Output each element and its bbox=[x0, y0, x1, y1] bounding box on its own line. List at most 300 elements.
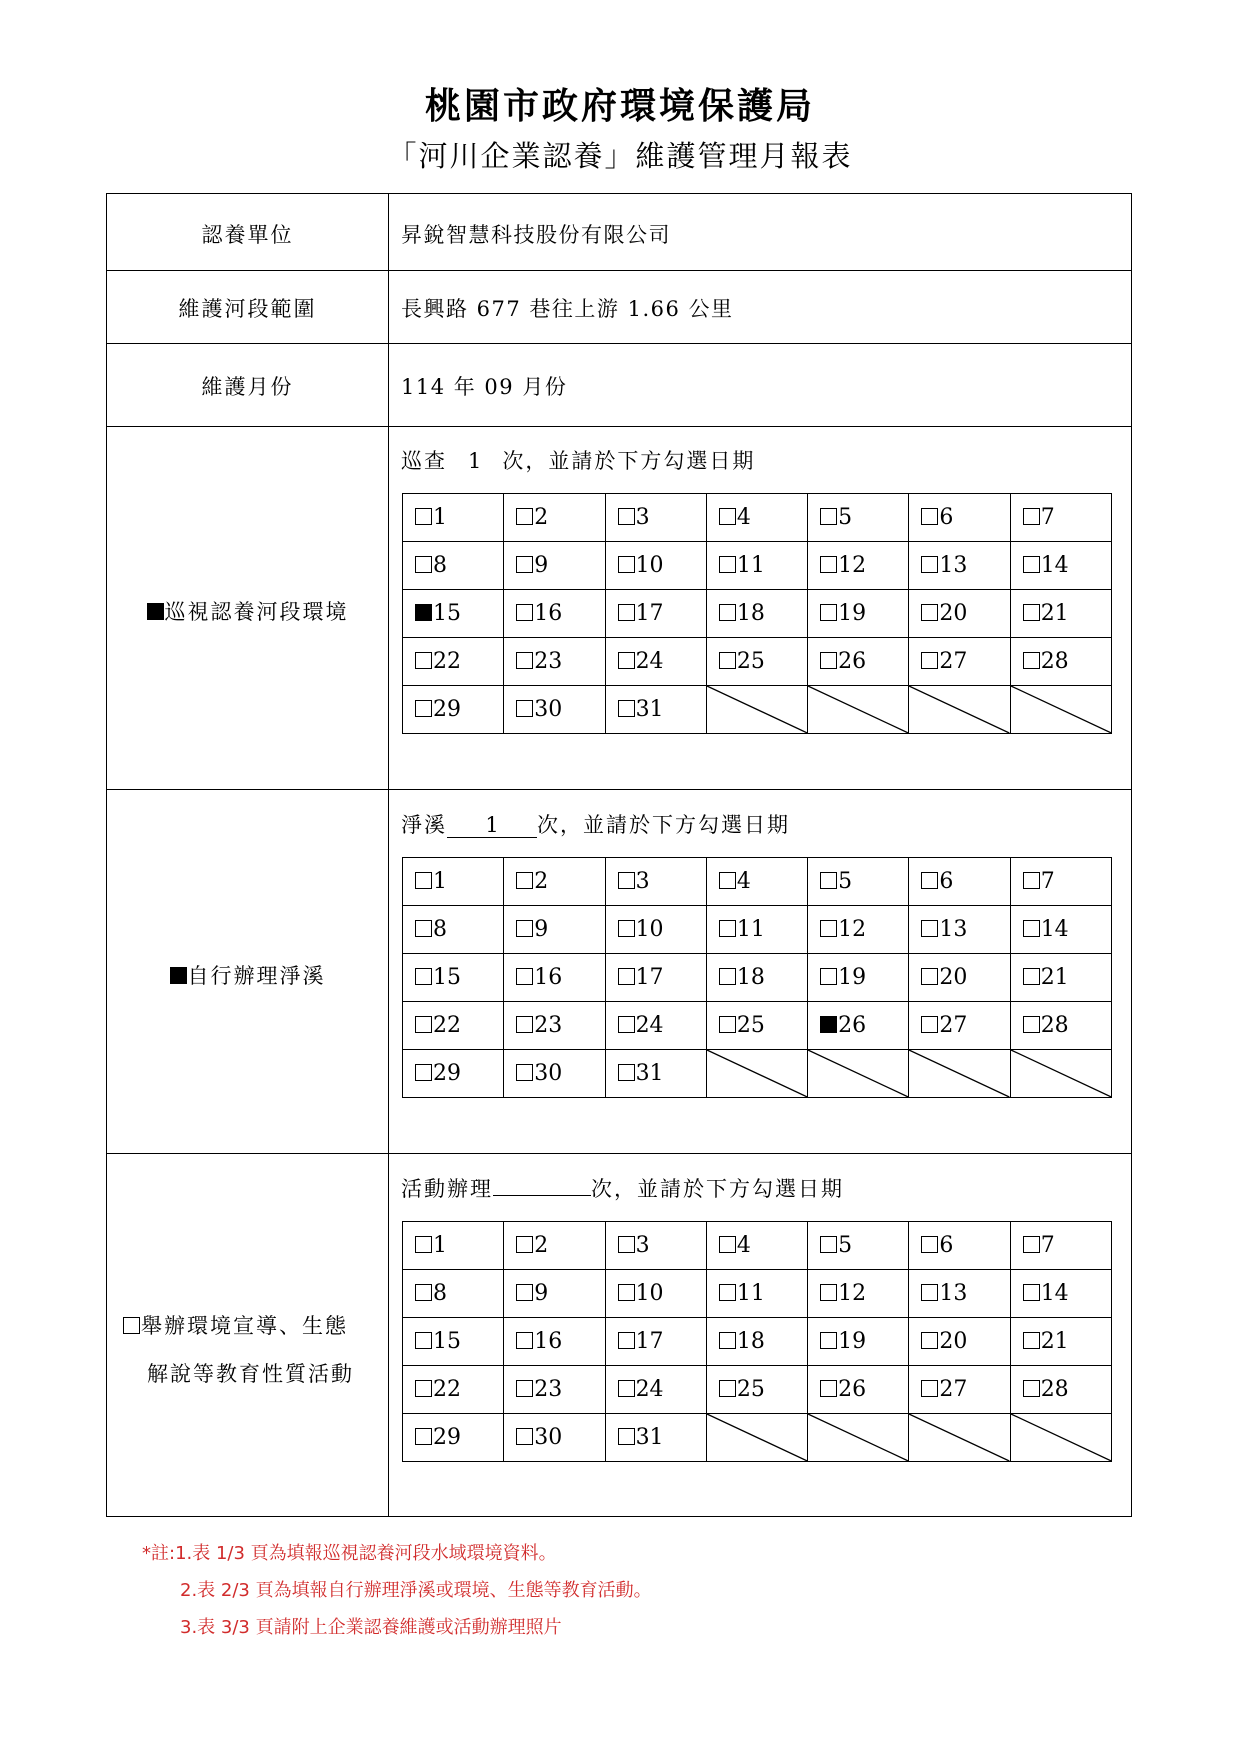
date-checkbox-26[interactable] bbox=[820, 1016, 837, 1033]
date-number: 28 bbox=[1040, 1013, 1069, 1038]
date-checkbox-28[interactable] bbox=[1023, 1016, 1040, 1033]
date-checkbox-18[interactable] bbox=[719, 968, 736, 985]
date-cell-7[interactable] bbox=[1010, 1222, 1111, 1270]
date-cell-15[interactable] bbox=[403, 954, 504, 1002]
date-number: 15 bbox=[433, 601, 461, 626]
date-number: 6 bbox=[939, 1233, 954, 1258]
date-cell-15[interactable] bbox=[403, 590, 504, 638]
date-cell-14[interactable] bbox=[1010, 906, 1111, 954]
date-checkbox-12[interactable] bbox=[820, 556, 837, 573]
date-checkbox-5[interactable] bbox=[820, 872, 837, 889]
date-checkbox-14[interactable] bbox=[1023, 1284, 1040, 1301]
date-checkbox-12[interactable] bbox=[820, 920, 837, 937]
empty-date-cell bbox=[808, 1050, 909, 1098]
date-cell-2[interactable] bbox=[504, 1222, 605, 1270]
education-checkbox[interactable] bbox=[123, 1317, 140, 1334]
date-cell-22[interactable] bbox=[403, 638, 504, 686]
diagonal-strike bbox=[808, 1414, 908, 1461]
date-cell-22[interactable] bbox=[403, 1002, 504, 1050]
date-checkbox-30[interactable] bbox=[516, 1428, 533, 1445]
date-checkbox-8[interactable] bbox=[415, 920, 432, 937]
date-cell-13[interactable] bbox=[909, 542, 1010, 590]
date-checkbox-2[interactable] bbox=[516, 1236, 533, 1253]
date-number: 18 bbox=[736, 1329, 765, 1354]
date-checkbox-24[interactable] bbox=[618, 652, 635, 669]
date-cell-5[interactable] bbox=[808, 1222, 909, 1270]
date-checkbox-6[interactable] bbox=[921, 508, 938, 525]
date-checkbox-27[interactable] bbox=[921, 652, 938, 669]
date-cell-7[interactable] bbox=[1010, 858, 1111, 906]
date-cell-9[interactable] bbox=[504, 906, 605, 954]
footnote-1: *註:1.表 1/3 頁為填報巡視認養河段水域環境資料。 bbox=[142, 1543, 557, 1564]
date-cell-30[interactable] bbox=[504, 1050, 605, 1098]
date-number: 18 bbox=[736, 601, 765, 626]
date-checkbox-21[interactable] bbox=[1023, 1332, 1040, 1349]
date-cell-25[interactable] bbox=[706, 1366, 807, 1414]
date-checkbox-26[interactable] bbox=[820, 652, 837, 669]
date-number: 26 bbox=[838, 1013, 867, 1038]
date-number: 19 bbox=[838, 965, 867, 990]
date-number: 2 bbox=[534, 505, 549, 530]
education-count-prefix: 活動辦理 bbox=[401, 1177, 493, 1201]
date-number: 4 bbox=[736, 1233, 751, 1258]
date-checkbox-4[interactable] bbox=[719, 872, 736, 889]
column-divider bbox=[388, 194, 389, 1516]
date-cell-18[interactable] bbox=[706, 1318, 807, 1366]
date-grid-row bbox=[403, 954, 1112, 1002]
date-number: 27 bbox=[939, 1377, 968, 1402]
date-checkbox-22[interactable] bbox=[415, 1016, 432, 1033]
date-checkbox-22[interactable] bbox=[415, 1380, 432, 1397]
date-checkbox-5[interactable] bbox=[820, 1236, 837, 1253]
date-number: 9 bbox=[534, 553, 549, 578]
date-checkbox-11[interactable] bbox=[719, 1284, 736, 1301]
date-cell-8[interactable] bbox=[403, 906, 504, 954]
footnote-2: 2.表 2/3 頁為填報自行辦理淨溪或環境、生態等教育活動。 bbox=[180, 1580, 652, 1601]
education-label-line2: 解說等教育性質活動 bbox=[147, 1362, 354, 1386]
date-checkbox-9[interactable] bbox=[516, 556, 533, 573]
date-cell-2[interactable] bbox=[504, 494, 605, 542]
date-cell-29[interactable] bbox=[403, 686, 504, 734]
date-cell-27[interactable] bbox=[909, 1002, 1010, 1050]
date-grid-row bbox=[403, 494, 1112, 542]
date-cell-17[interactable] bbox=[605, 590, 706, 638]
date-checkbox-26[interactable] bbox=[820, 1380, 837, 1397]
date-checkbox-4[interactable] bbox=[719, 1236, 736, 1253]
date-cell-12[interactable] bbox=[808, 542, 909, 590]
date-cell-12[interactable] bbox=[808, 1270, 909, 1318]
date-cell-9[interactable] bbox=[504, 1270, 605, 1318]
date-cell-21[interactable] bbox=[1010, 954, 1111, 1002]
date-cell-6[interactable] bbox=[909, 1222, 1010, 1270]
patrol-checkbox[interactable] bbox=[147, 603, 164, 620]
date-checkbox-31[interactable] bbox=[618, 1064, 635, 1081]
date-cell-18[interactable] bbox=[706, 954, 807, 1002]
date-checkbox-21[interactable] bbox=[1023, 604, 1040, 621]
date-checkbox-7[interactable] bbox=[1023, 872, 1040, 889]
cleanup-count-suffix: 次，並請於下方勾選日期 bbox=[537, 813, 790, 837]
date-cell-3[interactable] bbox=[605, 494, 706, 542]
date-checkbox-10[interactable] bbox=[618, 1284, 635, 1301]
empty-date-cell bbox=[909, 1050, 1010, 1098]
date-cell-31[interactable] bbox=[605, 686, 706, 734]
date-cell-28[interactable] bbox=[1010, 638, 1111, 686]
date-grid-row bbox=[403, 1222, 1112, 1270]
date-number: 6 bbox=[939, 505, 954, 530]
empty-date-cell bbox=[1010, 1414, 1111, 1462]
date-cell-11[interactable] bbox=[706, 1270, 807, 1318]
patrol-count-line bbox=[401, 445, 755, 475]
date-cell-4[interactable] bbox=[706, 858, 807, 906]
date-cell-8[interactable] bbox=[403, 542, 504, 590]
date-checkbox-1[interactable] bbox=[415, 1236, 432, 1253]
date-cell-23[interactable] bbox=[504, 1366, 605, 1414]
date-number: 21 bbox=[1040, 965, 1069, 990]
diagonal-strike bbox=[909, 1414, 1009, 1461]
date-number: 10 bbox=[635, 917, 664, 942]
date-number: 30 bbox=[534, 1425, 563, 1450]
empty-date-cell bbox=[1010, 1050, 1111, 1098]
date-checkbox-2[interactable] bbox=[516, 508, 533, 525]
date-checkbox-11[interactable] bbox=[719, 920, 736, 937]
date-number: 2 bbox=[534, 869, 549, 894]
date-checkbox-3[interactable] bbox=[618, 872, 635, 889]
date-number: 11 bbox=[736, 917, 765, 942]
date-cell-14[interactable] bbox=[1010, 542, 1111, 590]
date-number: 30 bbox=[534, 1061, 563, 1086]
date-cell-1[interactable] bbox=[403, 1222, 504, 1270]
date-checkbox-24[interactable] bbox=[618, 1380, 635, 1397]
date-cell-31[interactable] bbox=[605, 1050, 706, 1098]
date-checkbox-31[interactable] bbox=[618, 1428, 635, 1445]
footnote-3: 3.表 3/3 頁請附上企業認養維護或活動辦理照片 bbox=[180, 1617, 562, 1638]
date-checkbox-30[interactable] bbox=[516, 700, 533, 717]
date-cell-30[interactable] bbox=[504, 1414, 605, 1462]
date-cell-24[interactable] bbox=[605, 1366, 706, 1414]
date-checkbox-5[interactable] bbox=[820, 508, 837, 525]
date-number: 14 bbox=[1040, 1281, 1069, 1306]
cleanup-label-text: 自行辦理淨溪 bbox=[187, 964, 326, 988]
education-count-suffix: 次，並請於下方勾選日期 bbox=[591, 1177, 844, 1201]
date-checkbox-9[interactable] bbox=[516, 1284, 533, 1301]
date-checkbox-3[interactable] bbox=[618, 508, 635, 525]
date-cell-31[interactable] bbox=[605, 1414, 706, 1462]
date-checkbox-22[interactable] bbox=[415, 652, 432, 669]
date-checkbox-19[interactable] bbox=[820, 604, 837, 621]
date-checkbox-25[interactable] bbox=[719, 1016, 736, 1033]
date-checkbox-17[interactable] bbox=[618, 968, 635, 985]
date-number: 1 bbox=[433, 505, 447, 530]
date-grid-row bbox=[403, 638, 1112, 686]
cleanup-checkbox[interactable] bbox=[170, 967, 187, 984]
education-label-line1: 舉辦環境宣導、生態 bbox=[141, 1314, 348, 1338]
date-number: 29 bbox=[433, 1425, 461, 1450]
patrol-label-text: 巡視認養河段環境 bbox=[164, 600, 349, 624]
date-number: 12 bbox=[838, 1281, 867, 1306]
date-checkbox-27[interactable] bbox=[921, 1016, 938, 1033]
date-cell-25[interactable] bbox=[706, 1002, 807, 1050]
date-cell-3[interactable] bbox=[605, 1222, 706, 1270]
cleanup-count-line bbox=[401, 809, 790, 839]
date-checkbox-25[interactable] bbox=[719, 652, 736, 669]
empty-date-cell bbox=[909, 686, 1010, 734]
date-number: 25 bbox=[736, 1013, 765, 1038]
date-cell-23[interactable] bbox=[504, 638, 605, 686]
date-number: 27 bbox=[939, 649, 968, 674]
date-cell-27[interactable] bbox=[909, 1366, 1010, 1414]
date-cell-29[interactable] bbox=[403, 1414, 504, 1462]
date-checkbox-2[interactable] bbox=[516, 872, 533, 889]
date-cell-10[interactable] bbox=[605, 1270, 706, 1318]
date-checkbox-20[interactable] bbox=[921, 968, 938, 985]
date-checkbox-7[interactable] bbox=[1023, 1236, 1040, 1253]
row-divider bbox=[107, 270, 1131, 271]
date-checkbox-28[interactable] bbox=[1023, 652, 1040, 669]
date-checkbox-15[interactable] bbox=[415, 1332, 432, 1349]
date-cell-16[interactable] bbox=[504, 590, 605, 638]
patrol-count-value[interactable]: 1 bbox=[468, 449, 482, 473]
date-cell-10[interactable] bbox=[605, 542, 706, 590]
row-divider bbox=[107, 426, 1131, 427]
date-number: 9 bbox=[534, 917, 549, 942]
date-number: 22 bbox=[433, 1013, 461, 1038]
date-checkbox-17[interactable] bbox=[618, 604, 635, 621]
date-cell-24[interactable] bbox=[605, 638, 706, 686]
date-checkbox-29[interactable] bbox=[415, 1428, 432, 1445]
date-checkbox-17[interactable] bbox=[618, 1332, 635, 1349]
date-cell-20[interactable] bbox=[909, 1318, 1010, 1366]
date-number: 5 bbox=[838, 869, 853, 894]
date-cell-28[interactable] bbox=[1010, 1002, 1111, 1050]
row-divider bbox=[107, 343, 1131, 344]
date-number: 20 bbox=[939, 965, 968, 990]
date-checkbox-10[interactable] bbox=[618, 920, 635, 937]
date-number: 22 bbox=[433, 649, 461, 674]
date-number: 19 bbox=[838, 601, 867, 626]
date-number: 26 bbox=[838, 649, 867, 674]
date-checkbox-23[interactable] bbox=[516, 652, 533, 669]
cleanup-count-prefix: 淨溪 bbox=[401, 813, 447, 837]
date-checkbox-20[interactable] bbox=[921, 604, 938, 621]
date-checkbox-27[interactable] bbox=[921, 1380, 938, 1397]
date-cell-3[interactable] bbox=[605, 858, 706, 906]
date-cell-12[interactable] bbox=[808, 906, 909, 954]
date-checkbox-10[interactable] bbox=[618, 556, 635, 573]
row-divider bbox=[107, 1153, 1131, 1154]
date-checkbox-29[interactable] bbox=[415, 1064, 432, 1081]
date-grid-row bbox=[403, 858, 1112, 906]
date-checkbox-31[interactable] bbox=[618, 700, 635, 717]
date-cell-13[interactable] bbox=[909, 906, 1010, 954]
date-checkbox-23[interactable] bbox=[516, 1016, 533, 1033]
date-checkbox-16[interactable] bbox=[516, 1332, 533, 1349]
patrol-count-suffix: 次，並請於下方勾選日期 bbox=[502, 449, 756, 473]
date-cell-26[interactable] bbox=[808, 638, 909, 686]
empty-date-cell bbox=[808, 686, 909, 734]
date-number: 7 bbox=[1040, 869, 1055, 894]
date-cell-8[interactable] bbox=[403, 1270, 504, 1318]
date-checkbox-13[interactable] bbox=[921, 920, 938, 937]
education-count-line bbox=[401, 1173, 844, 1203]
date-number: 23 bbox=[534, 1013, 563, 1038]
date-number: 24 bbox=[635, 1377, 664, 1402]
date-checkbox-6[interactable] bbox=[921, 872, 938, 889]
date-checkbox-4[interactable] bbox=[719, 508, 736, 525]
date-cell-2[interactable] bbox=[504, 858, 605, 906]
page-subtitle: 「河川企業認養」維護管理月報表 bbox=[387, 139, 853, 173]
date-checkbox-16[interactable] bbox=[516, 968, 533, 985]
education-count-value[interactable] bbox=[493, 1195, 591, 1196]
date-checkbox-11[interactable] bbox=[719, 556, 736, 573]
date-cell-28[interactable] bbox=[1010, 1366, 1111, 1414]
date-number: 13 bbox=[939, 1281, 968, 1306]
date-checkbox-15[interactable] bbox=[415, 968, 432, 985]
date-cell-4[interactable] bbox=[706, 1222, 807, 1270]
date-cell-21[interactable] bbox=[1010, 1318, 1111, 1366]
date-number: 5 bbox=[838, 1233, 853, 1258]
date-checkbox-15[interactable] bbox=[415, 604, 432, 621]
date-checkbox-1[interactable] bbox=[415, 508, 432, 525]
date-cell-19[interactable] bbox=[808, 590, 909, 638]
date-cell-1[interactable] bbox=[403, 494, 504, 542]
page-title: 桃園市政府環境保護局 bbox=[424, 85, 815, 127]
date-cell-1[interactable] bbox=[403, 858, 504, 906]
date-cell-11[interactable] bbox=[706, 906, 807, 954]
date-grid-row bbox=[403, 590, 1112, 638]
date-cell-5[interactable] bbox=[808, 858, 909, 906]
date-checkbox-30[interactable] bbox=[516, 1064, 533, 1081]
diagonal-strike bbox=[707, 1414, 807, 1461]
date-checkbox-19[interactable] bbox=[820, 1332, 837, 1349]
date-cell-15[interactable] bbox=[403, 1318, 504, 1366]
date-checkbox-3[interactable] bbox=[618, 1236, 635, 1253]
date-checkbox-9[interactable] bbox=[516, 920, 533, 937]
date-cell-6[interactable] bbox=[909, 494, 1010, 542]
date-cell-7[interactable] bbox=[1010, 494, 1111, 542]
date-cell-26[interactable] bbox=[808, 1366, 909, 1414]
date-checkbox-16[interactable] bbox=[516, 604, 533, 621]
date-number: 23 bbox=[534, 1377, 563, 1402]
date-cell-20[interactable] bbox=[909, 590, 1010, 638]
date-checkbox-18[interactable] bbox=[719, 604, 736, 621]
date-cell-18[interactable] bbox=[706, 590, 807, 638]
date-cell-16[interactable] bbox=[504, 954, 605, 1002]
date-number: 8 bbox=[433, 1281, 447, 1306]
date-checkbox-14[interactable] bbox=[1023, 920, 1040, 937]
date-number: 21 bbox=[1040, 601, 1069, 626]
date-number: 31 bbox=[635, 1061, 664, 1086]
date-grid-row bbox=[403, 1270, 1112, 1318]
date-number: 30 bbox=[534, 697, 563, 722]
date-cell-5[interactable] bbox=[808, 494, 909, 542]
date-checkbox-29[interactable] bbox=[415, 700, 432, 717]
date-cell-17[interactable] bbox=[605, 1318, 706, 1366]
date-number: 17 bbox=[635, 1329, 664, 1354]
date-cell-14[interactable] bbox=[1010, 1270, 1111, 1318]
date-cell-21[interactable] bbox=[1010, 590, 1111, 638]
date-checkbox-18[interactable] bbox=[719, 1332, 736, 1349]
date-cell-29[interactable] bbox=[403, 1050, 504, 1098]
date-number: 27 bbox=[939, 1013, 968, 1038]
diagonal-strike bbox=[1011, 1414, 1111, 1461]
date-cell-6[interactable] bbox=[909, 858, 1010, 906]
date-grid-row bbox=[403, 1366, 1112, 1414]
date-checkbox-14[interactable] bbox=[1023, 556, 1040, 573]
date-checkbox-25[interactable] bbox=[719, 1380, 736, 1397]
empty-date-cell bbox=[808, 1414, 909, 1462]
date-checkbox-23[interactable] bbox=[516, 1380, 533, 1397]
cleanup-count-value[interactable]: 1 bbox=[447, 813, 537, 838]
date-number: 24 bbox=[635, 649, 664, 674]
date-checkbox-13[interactable] bbox=[921, 556, 938, 573]
diagonal-strike bbox=[1011, 1050, 1111, 1097]
date-number: 3 bbox=[635, 505, 650, 530]
row-divider bbox=[107, 789, 1131, 790]
date-cell-19[interactable] bbox=[808, 954, 909, 1002]
date-checkbox-24[interactable] bbox=[618, 1016, 635, 1033]
date-cell-25[interactable] bbox=[706, 638, 807, 686]
date-cell-24[interactable] bbox=[605, 1002, 706, 1050]
date-cell-30[interactable] bbox=[504, 686, 605, 734]
date-cell-27[interactable] bbox=[909, 638, 1010, 686]
date-cell-19[interactable] bbox=[808, 1318, 909, 1366]
date-cell-13[interactable] bbox=[909, 1270, 1010, 1318]
date-number: 12 bbox=[838, 917, 867, 942]
date-cell-17[interactable] bbox=[605, 954, 706, 1002]
date-cell-9[interactable] bbox=[504, 542, 605, 590]
adopting-unit-value: 昇銳智慧科技股份有限公司 bbox=[401, 223, 671, 247]
date-cell-10[interactable] bbox=[605, 906, 706, 954]
patrol-count-prefix: 巡查 bbox=[401, 449, 447, 473]
date-cell-26[interactable] bbox=[808, 1002, 909, 1050]
date-cell-20[interactable] bbox=[909, 954, 1010, 1002]
date-cell-22[interactable] bbox=[403, 1366, 504, 1414]
date-number: 10 bbox=[635, 1281, 664, 1306]
date-number: 18 bbox=[736, 965, 765, 990]
date-cell-23[interactable] bbox=[504, 1002, 605, 1050]
date-cell-16[interactable] bbox=[504, 1318, 605, 1366]
date-checkbox-19[interactable] bbox=[820, 968, 837, 985]
date-checkbox-21[interactable] bbox=[1023, 968, 1040, 985]
date-cell-11[interactable] bbox=[706, 542, 807, 590]
date-cell-4[interactable] bbox=[706, 494, 807, 542]
date-number: 6 bbox=[939, 869, 954, 894]
date-number: 1 bbox=[433, 869, 447, 894]
patrol-section-label bbox=[107, 596, 388, 626]
date-number: 16 bbox=[534, 601, 563, 626]
date-checkbox-1[interactable] bbox=[415, 872, 432, 889]
date-checkbox-6[interactable] bbox=[921, 1236, 938, 1253]
date-checkbox-7[interactable] bbox=[1023, 508, 1040, 525]
date-number: 4 bbox=[736, 505, 751, 530]
maintenance-month-label: 維護月份 bbox=[201, 375, 294, 399]
date-number: 20 bbox=[939, 601, 968, 626]
date-checkbox-13[interactable] bbox=[921, 1284, 938, 1301]
date-checkbox-20[interactable] bbox=[921, 1332, 938, 1349]
date-grid-row bbox=[403, 686, 1112, 734]
date-number: 29 bbox=[433, 1061, 461, 1086]
date-checkbox-8[interactable] bbox=[415, 1284, 432, 1301]
date-checkbox-12[interactable] bbox=[820, 1284, 837, 1301]
footnotes bbox=[142, 1535, 652, 1646]
date-checkbox-28[interactable] bbox=[1023, 1380, 1040, 1397]
diagonal-strike bbox=[909, 686, 1009, 733]
date-number: 24 bbox=[635, 1013, 664, 1038]
date-number: 16 bbox=[534, 965, 563, 990]
date-number: 13 bbox=[939, 917, 968, 942]
date-checkbox-8[interactable] bbox=[415, 556, 432, 573]
date-number: 5 bbox=[838, 505, 853, 530]
